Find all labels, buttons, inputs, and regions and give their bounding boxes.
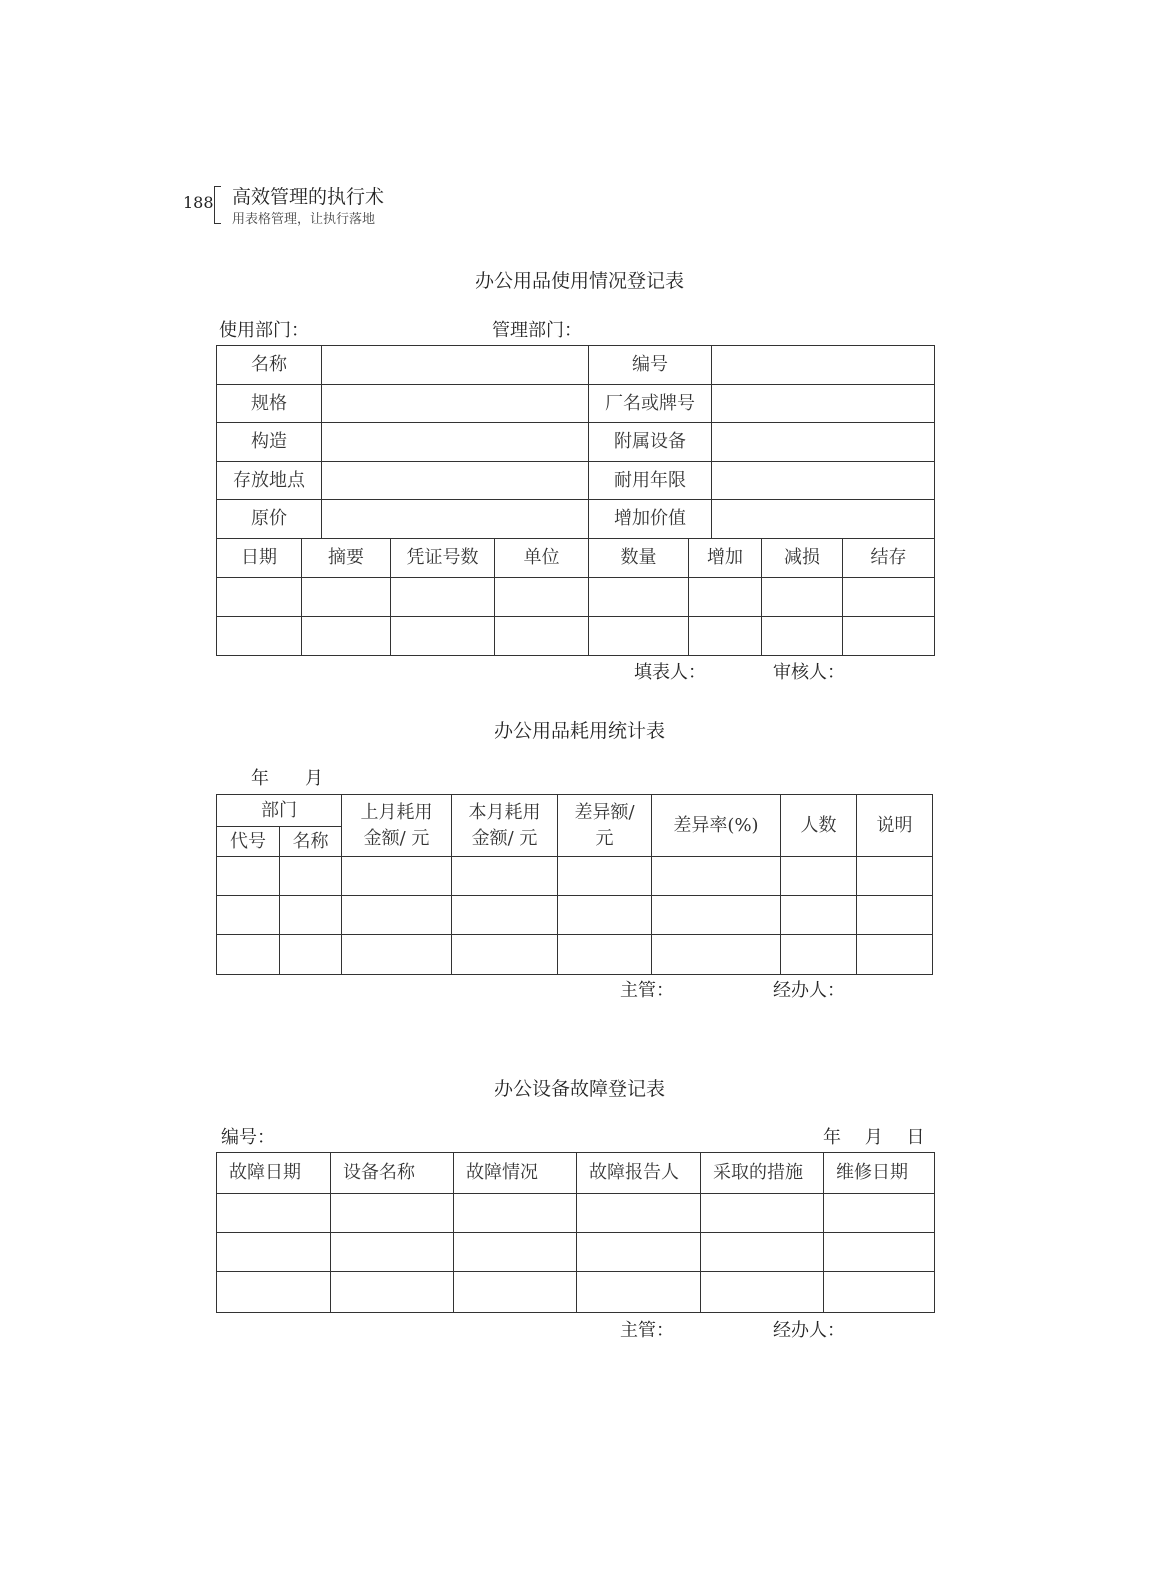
label-cell: 构造 [217, 423, 322, 462]
table-row [217, 423, 935, 462]
empty-cell[interactable] [577, 1233, 701, 1272]
empty-cell[interactable] [689, 617, 762, 656]
col-diff [558, 795, 652, 857]
empty-cell[interactable] [857, 896, 933, 935]
col-measures: 采取的措施 [701, 1153, 824, 1194]
form3-table [216, 1152, 935, 1313]
empty-cell[interactable] [454, 1272, 577, 1313]
book-title: 高效管理的执行术 [232, 186, 385, 208]
empty-cell[interactable] [217, 896, 280, 935]
empty-cell[interactable] [762, 617, 843, 656]
empty-cell[interactable] [843, 578, 935, 617]
col-last-month [342, 795, 452, 857]
col-summary: 摘要 [302, 539, 391, 578]
empty-cell[interactable] [577, 1272, 701, 1313]
empty-cell[interactable] [589, 617, 689, 656]
book-subtitle: 用表格管理，让执行落地 [232, 212, 376, 227]
empty-cell[interactable] [701, 1233, 824, 1272]
empty-cell[interactable] [495, 617, 589, 656]
col-reporter: 故障报告人 [577, 1153, 701, 1194]
table-row [217, 462, 935, 500]
label-cell: 附属设备 [589, 423, 712, 462]
col-this-month [452, 795, 558, 857]
col-repair-date: 维修日期 [824, 1153, 935, 1194]
value-cell[interactable] [322, 385, 589, 423]
empty-cell[interactable] [824, 1272, 935, 1313]
col-fault-status: 故障情况 [454, 1153, 577, 1194]
empty-cell[interactable] [302, 617, 391, 656]
form1-title: 办公用品使用情况登记表 [474, 270, 684, 292]
value-cell[interactable] [712, 500, 935, 539]
table-row [217, 500, 935, 539]
value-cell[interactable] [712, 423, 935, 462]
form2-table [216, 794, 933, 975]
empty-cell[interactable] [689, 578, 762, 617]
col-diff-line2: 元 [595, 827, 614, 849]
table-row [217, 935, 933, 975]
empty-cell[interactable] [558, 896, 652, 935]
empty-cell[interactable] [331, 1233, 454, 1272]
col-device-name: 设备名称 [331, 1153, 454, 1194]
label-cell: 耐用年限 [589, 462, 712, 500]
empty-cell[interactable] [652, 896, 781, 935]
empty-cell[interactable] [454, 1233, 577, 1272]
label-cell: 编号 [589, 346, 712, 385]
form2-supervisor: 主管： [620, 980, 674, 1001]
empty-cell[interactable] [824, 1233, 935, 1272]
empty-cell[interactable] [452, 857, 558, 896]
col-diff-rate: 差异率(%) [652, 795, 781, 857]
empty-cell[interactable] [280, 896, 342, 935]
empty-cell[interactable] [217, 857, 280, 896]
value-cell[interactable] [712, 346, 935, 385]
table-row [217, 578, 935, 617]
empty-cell[interactable] [217, 617, 302, 656]
empty-cell[interactable] [217, 935, 280, 975]
table-row [217, 617, 935, 656]
form1-filler: 填表人： [634, 662, 706, 683]
form1-reviewer: 审核人： [773, 662, 845, 683]
col-date: 日期 [217, 539, 302, 578]
table-row [217, 896, 933, 935]
col-diff-line1: 差异额/ [574, 802, 635, 824]
col-fault-date: 故障日期 [217, 1153, 331, 1194]
form3-number: 编号： [221, 1127, 275, 1148]
value-cell[interactable] [712, 462, 935, 500]
page-number: 188 [183, 193, 214, 212]
table-row [217, 346, 935, 385]
form1-dept-use: 使用部门： [219, 320, 309, 341]
empty-cell[interactable] [391, 617, 495, 656]
col-dept: 部门 [217, 795, 342, 827]
label-cell: 厂名或牌号 [589, 385, 712, 423]
value-cell[interactable] [322, 346, 589, 385]
table-row [217, 857, 933, 896]
form3-date: 年 月 日 [823, 1127, 925, 1148]
empty-cell[interactable] [558, 935, 652, 975]
empty-cell[interactable] [652, 857, 781, 896]
empty-cell[interactable] [342, 896, 452, 935]
empty-cell[interactable] [495, 578, 589, 617]
col-balance: 结存 [843, 539, 935, 578]
empty-cell[interactable] [781, 935, 857, 975]
empty-cell[interactable] [577, 1194, 701, 1233]
form2-title: 办公用品耗用统计表 [493, 720, 665, 742]
empty-cell[interactable] [558, 857, 652, 896]
empty-cell[interactable] [342, 935, 452, 975]
form1-ledger-table [216, 538, 935, 656]
col-this-month-line2: 金额/ 元 [471, 827, 538, 849]
col-last-month-line1: 上月耗用 [360, 802, 433, 824]
col-unit: 单位 [495, 539, 589, 578]
label-cell: 规格 [217, 385, 322, 423]
label-cell: 存放地点 [217, 462, 322, 500]
table-row [217, 1272, 935, 1313]
empty-cell[interactable] [280, 935, 342, 975]
value-cell[interactable] [322, 500, 589, 539]
empty-cell[interactable] [331, 1272, 454, 1313]
table-header-row [217, 539, 935, 578]
col-code: 代号 [217, 827, 280, 857]
empty-cell[interactable] [857, 857, 933, 896]
empty-cell[interactable] [342, 857, 452, 896]
empty-cell[interactable] [857, 935, 933, 975]
col-voucher: 凭证号数 [391, 539, 495, 578]
header-bracket [214, 186, 221, 224]
col-last-month-line2: 金额/ 元 [363, 827, 430, 849]
table-row [217, 385, 935, 423]
empty-cell[interactable] [452, 896, 558, 935]
value-cell[interactable] [322, 423, 589, 462]
empty-cell[interactable] [217, 1233, 331, 1272]
empty-cell[interactable] [843, 617, 935, 656]
empty-cell[interactable] [762, 578, 843, 617]
col-this-month-line1: 本月耗用 [468, 802, 541, 824]
col-increase: 增加 [689, 539, 762, 578]
form3-handler: 经办人： [773, 1320, 845, 1341]
col-quantity: 数量 [589, 539, 689, 578]
value-cell[interactable] [712, 385, 935, 423]
empty-cell[interactable] [701, 1272, 824, 1313]
empty-cell[interactable] [217, 1272, 331, 1313]
empty-cell[interactable] [701, 1194, 824, 1233]
empty-cell[interactable] [331, 1194, 454, 1233]
col-people: 人数 [781, 795, 857, 857]
value-cell[interactable] [322, 462, 589, 500]
empty-cell[interactable] [781, 896, 857, 935]
empty-cell[interactable] [217, 1194, 331, 1233]
empty-cell[interactable] [217, 578, 302, 617]
empty-cell[interactable] [589, 578, 689, 617]
col-note: 说明 [857, 795, 933, 857]
empty-cell[interactable] [452, 935, 558, 975]
form1-info-table [216, 345, 935, 539]
empty-cell[interactable] [280, 857, 342, 896]
table-header-row [217, 1153, 935, 1194]
empty-cell[interactable] [391, 578, 495, 617]
table-row [217, 1194, 935, 1233]
table-header-row [217, 795, 933, 827]
label-cell: 名称 [217, 346, 322, 385]
col-decrease: 减损 [762, 539, 843, 578]
label-cell: 增加价值 [589, 500, 712, 539]
form3-title: 办公设备故障登记表 [493, 1078, 665, 1100]
form1-dept-manage: 管理部门： [492, 320, 582, 341]
empty-cell[interactable] [454, 1194, 577, 1233]
label-cell: 原价 [217, 500, 322, 539]
empty-cell[interactable] [824, 1194, 935, 1233]
empty-cell[interactable] [781, 857, 857, 896]
col-name: 名称 [280, 827, 342, 857]
empty-cell[interactable] [652, 935, 781, 975]
form3-supervisor: 主管： [620, 1320, 674, 1341]
form2-date: 年 月 [251, 768, 323, 789]
empty-cell[interactable] [302, 578, 391, 617]
form2-handler: 经办人： [773, 980, 845, 1001]
table-row [217, 1233, 935, 1272]
